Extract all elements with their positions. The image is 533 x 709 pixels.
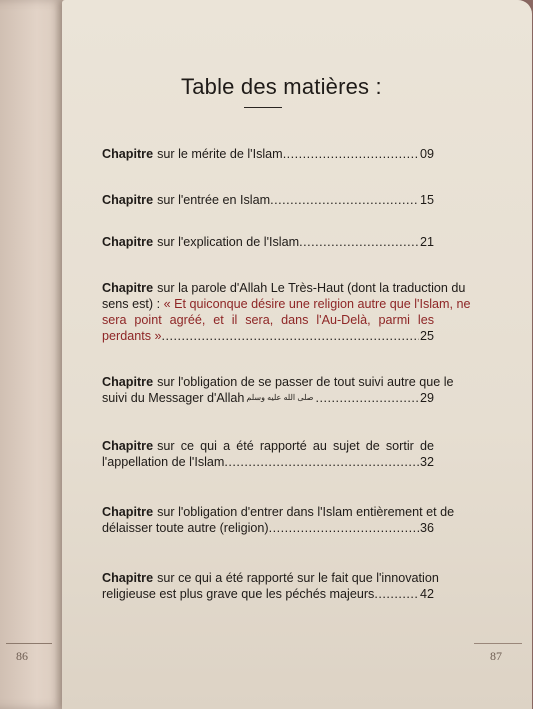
entry-page-number: 32 [419,455,434,469]
entry-text-line-1: sur ce qui a été rapporté sur le fait que l'innovation [157,571,439,585]
chapter-keyword: Chapitre [102,281,154,295]
chapter-keyword: Chapitre [102,505,154,519]
dot-leader [374,586,419,602]
toc-entry-2[interactable] [102,192,434,208]
chapter-keyword: Chapitre [102,375,154,389]
chapter-keyword: Chapitre [102,439,154,453]
entry-text-line-2: l'appellation de l'Islam [102,455,225,469]
quote-line-3: perdants » [102,329,162,343]
entry-page-number: 42 [419,587,434,601]
entry-page-number: 09 [419,147,434,161]
right-page [62,0,532,709]
toc-entry-8[interactable] [102,570,439,602]
toc-entry-1[interactable] [102,146,434,162]
page-title: Table des matières : [181,74,382,99]
page-number-right: 87 [490,649,502,663]
entry-page-number: 15 [419,193,434,207]
entry-text-line-2: délaisser toute autre (religion) [102,521,269,535]
toc-entry-5[interactable] [102,374,454,406]
dot-leader [299,234,419,250]
dot-leader [315,390,419,406]
chapter-keyword: Chapitre [102,571,154,585]
entry-text-line-1: sur l'obligation de se passer de tout suivi autre que le [157,375,454,389]
entry-text-line-1: sur la parole d'Allah Le Très-Haut (dont la traduction du [157,281,466,295]
quote-line-1: « Et quiconque désire une religion autre que l'Islam, ne [163,297,471,311]
entry-page-number: 25 [419,329,434,343]
toc-entry-3[interactable] [102,234,434,250]
entry-page-number: 29 [419,391,434,405]
dot-leader [269,520,419,536]
chapter-keyword: Chapitre [102,235,154,249]
entry-text-line-2: suivi du Messager d'Allah [102,391,245,405]
toc-entry-6[interactable] [102,438,434,470]
dot-leader [283,146,419,162]
entry-page-number: 36 [419,521,434,535]
honorific-symbol: صلى الله عليه وسلم [246,393,314,402]
chapter-keyword: Chapitre [102,193,154,207]
dot-leader [270,192,419,208]
quote-line-2: sera point agréé, et il sera, dans l'Au-Delà, parmi les [102,313,434,327]
entry-text-line-1: sur l'obligation d'entrer dans l'Islam entièrement et de [157,505,455,519]
toc-entry-4[interactable] [102,280,471,344]
title-underline [244,107,282,108]
chapter-keyword: Chapitre [102,147,154,161]
toc-entry-7[interactable] [102,504,455,536]
page-number-left: 86 [16,649,28,663]
footer-rule-left [6,643,52,644]
entry-text-line-2: religieuse est plus grave que les péchés majeurs [102,587,375,601]
dot-leader [162,328,419,344]
entry-text: sur l'explication de l'Islam [157,235,300,249]
entry-text-line-2: sens est) : [102,297,164,311]
entry-text-line-1: sur ce qui a été rapporté au sujet de sortir de [157,439,434,453]
dot-leader [224,454,419,470]
entry-text: sur le mérite de l'Islam [157,147,283,161]
entry-text: sur l'entrée en Islam [157,193,271,207]
entry-page-number: 21 [419,235,434,249]
footer-rule-right [474,643,522,644]
